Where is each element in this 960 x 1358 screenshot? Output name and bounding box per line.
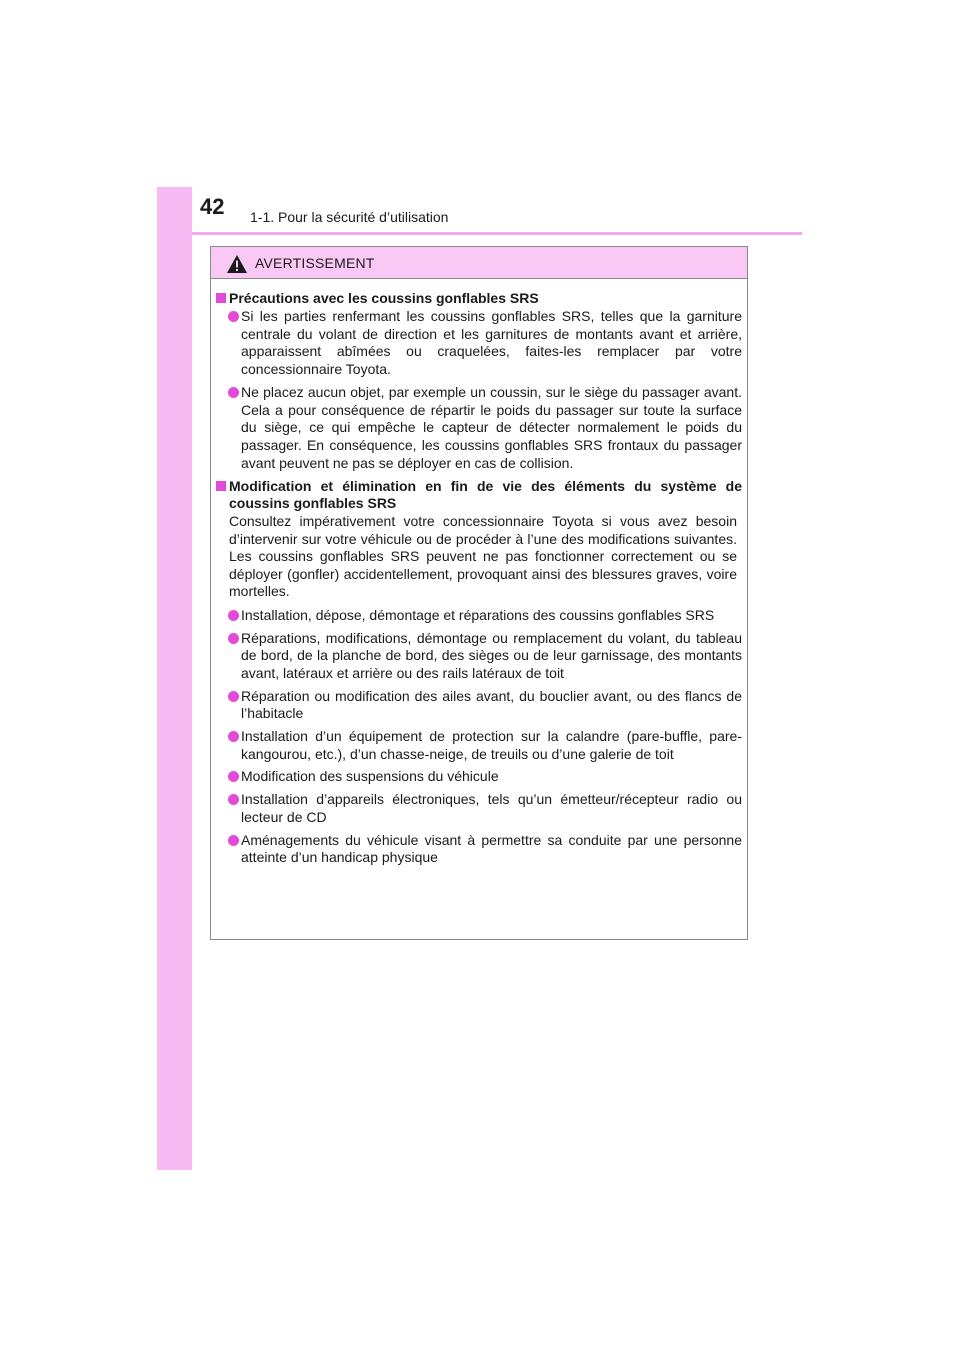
list-item: Si les parties renfermant les coussins gonflables SRS, telles que la garniture centrale du volant de direction et les garnitures de montants avant et arrière, apparaissent abîmées ou craquelées, faites-les remplacer par votre concessionnaire Toyota.	[215, 308, 742, 379]
page-number: 42	[200, 194, 225, 219]
section-intro: Consultez impérativement votre concessionnaire Toyota si vous avez besoin d’intervenir sur votre véhicule ou de procéder à l’une des modifications suivantes. Les coussins gonflables SRS peuvent ne pas fonctionner correctement ou se déployer (gonfler) accidentellement, provoquant ainsi des blessures graves, voire mortelles.	[229, 513, 737, 600]
circle-bullet-icon	[228, 794, 239, 805]
warning-section-airbag-precautions	[215, 290, 742, 472]
square-bullet-icon	[216, 293, 226, 303]
circle-bullet-icon	[228, 731, 239, 742]
list-item: Modification des suspensions du véhicule	[215, 768, 742, 786]
chapter-side-tab	[157, 187, 192, 1170]
warning-triangle-icon	[226, 254, 248, 274]
list-item: Ne placez aucun objet, par exemple un coussin, sur le siège du passager avant. Cela a pour conséquence de répartir le poids du passager sur toute la surface du siège, ce qui empêche le capteur de détecter normalement le poids du passager. En conséquence, les coussins gonflables SRS frontaux du passager avant peuvent ne pas se déployer en cas de collision.	[215, 384, 742, 473]
warning-label: AVERTISSEMENT	[255, 255, 375, 271]
circle-bullet-icon	[228, 311, 239, 322]
square-bullet-icon	[216, 481, 226, 491]
header-rule	[192, 232, 802, 235]
list-item: Installation d’un équipement de protection sur la calandre (pare-buffle, pare-kangourou, etc.), d’un chasse-neige, de treuils ou d’une galerie de toit	[215, 728, 742, 763]
circle-bullet-icon	[228, 835, 239, 846]
section-heading: Modification et élimination en fin de vie des éléments du système de coussins gonflables SRS	[215, 478, 742, 512]
circle-bullet-icon	[228, 691, 239, 702]
list-item: Installation d’appareils électroniques, tels qu’un émetteur/récepteur radio ou lecteur de CD	[215, 791, 742, 826]
circle-bullet-icon	[228, 387, 239, 398]
warning-section-modification	[215, 478, 742, 867]
circle-bullet-icon	[228, 610, 239, 621]
list-item: Aménagements du véhicule visant à permettre sa conduite par une personne atteinte d’un handicap physique	[215, 832, 742, 867]
section-heading: Précautions avec les coussins gonflables SRS	[215, 290, 742, 307]
circle-bullet-icon	[228, 771, 239, 782]
warning-body	[211, 279, 747, 867]
list-item: Réparation ou modification des ailes avant, du bouclier avant, ou des flancs de l’habitacle	[215, 688, 742, 723]
section-title: 1-1. Pour la sécurité d’utilisation	[250, 209, 449, 225]
warning-header	[211, 247, 747, 279]
warning-box	[210, 246, 748, 940]
circle-bullet-icon	[228, 633, 239, 644]
list-item: Réparations, modifications, démontage ou remplacement du volant, du tableau de bord, de la planche de bord, des sièges ou de leur garnissage, des montants avant, latéraux et arrière ou des rails latéraux de toit	[215, 630, 742, 683]
list-item: Installation, dépose, démontage et réparations des coussins gonflables SRS	[215, 607, 742, 625]
